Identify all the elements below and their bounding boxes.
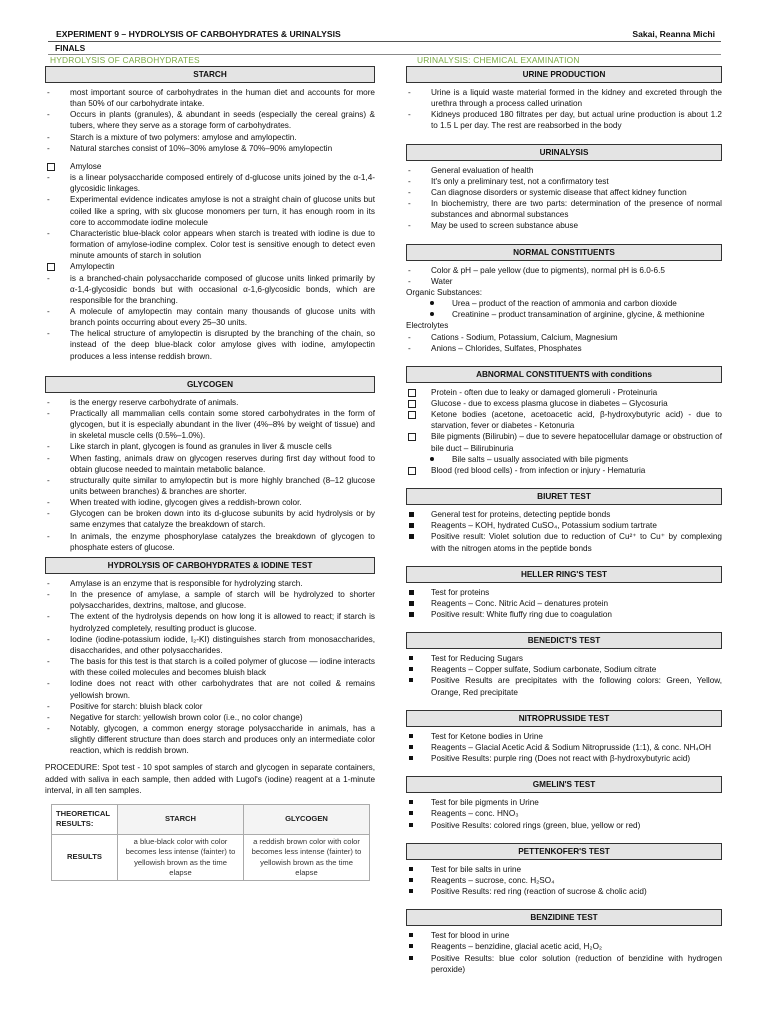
list-item: - Urine is a liquid waste material formed in the kidney and excreted through the urethra through a process called urination <box>406 87 722 109</box>
list-item: Blood (red blood cells) - from infection or injury - Hematuria <box>406 465 722 476</box>
table-header-glycogen: GLYCOGEN <box>244 804 370 834</box>
list-item: Reagents – Copper sulfate, Sodium carbonate, Sodium citrate <box>406 664 722 675</box>
list-item: - Amylase is an enzyme that is responsible for hydrolyzing starch. <box>45 578 375 589</box>
list-item: - Positive for starch: bluish black color <box>45 701 375 712</box>
starch-title: STARCH <box>45 66 375 83</box>
list-item: - General evaluation of health <box>406 165 722 176</box>
list-item: - Like starch in plant, glycogen is found as granules in liver & muscle cells <box>45 441 375 452</box>
list-item: - most important source of carbohydrates in the human diet and accounts for more than 50% of our carbohydrate intake. <box>45 87 375 109</box>
list-item: General test for proteins, detecting peptide bonds <box>406 509 722 520</box>
benedict-list <box>406 653 722 698</box>
iodine-list <box>45 578 375 757</box>
normal-constituents-title: NORMAL CONSTITUENTS <box>406 244 722 261</box>
list-item: - In animals, the enzyme phosphorylase catalyzes the breakdown of glycogen to phosphate esters of glucose. <box>45 531 375 553</box>
table-cell-glycogen: a reddish brown color with color becomes less intense (fainter) to yellowish brown as the time elapse <box>244 834 370 880</box>
list-item: - Natural starches consist of 10%–30% amylose & 70%–90% amylopectin <box>45 143 375 154</box>
list-item: - Kidneys produced 180 filtrates per day, but actual urine production is about 1.2 to 1.5 L per day. The rest are reabsorbed in the body <box>406 109 722 131</box>
nitroprusside-list <box>406 731 722 764</box>
list-item: - Iodine (iodine-potassium iodide, I₂-KI) distinguishes starch from monosaccharides, disaccharides, and other polysaccharides. <box>45 634 375 656</box>
list-item: Positive Results: red ring (reaction of sucrose & cholic acid) <box>406 886 722 897</box>
urine-production-title: URINE PRODUCTION <box>406 66 722 83</box>
pettenkofer-test-title: PETTENKOFER'S TEST <box>406 843 722 860</box>
list-item: - Iodine does not react with other carbohydrates that are not coiled & remains yellowish brown. <box>45 678 375 700</box>
finals-label: FINALS <box>55 43 86 53</box>
list-item: Test for bile salts in urine <box>406 864 722 875</box>
list-item: - Glycogen can be broken down into its d-glucose subunits by acid hydrolysis or by same enzymes that catalyze the breakdown of starch. <box>45 508 375 530</box>
author-name: Sakai, Reanna Michi <box>632 29 715 39</box>
list-item: Positive result: White fluffy ring due to coagulation <box>406 609 722 620</box>
right-column <box>406 66 722 975</box>
list-item: - May be used to screen substance abuse <box>406 220 722 231</box>
list-item: Reagents – Conc. Nitric Acid – denatures protein <box>406 598 722 609</box>
list-item: Protein - often due to leaky or damaged glomeruli - Proteinuria <box>406 387 722 398</box>
theoretical-results-table <box>51 804 370 881</box>
list-item: Test for Ketone bodies in Urine <box>406 731 722 742</box>
list-item: - Water <box>406 276 722 287</box>
list-item: Positive Results: purple ring (Does not react with β-hydroxybutyric acid) <box>406 753 722 764</box>
list-item: Test for blood in urine <box>406 930 722 941</box>
gmelin-list <box>406 797 722 830</box>
list-item: - Notably, glycogen, a common energy storage polysaccharide in animals, has a slightly different structure than does starch and produces only an intermediate color reaction, which is reddish brown. <box>45 723 375 756</box>
glycogen-title: GLYCOGEN <box>45 376 375 393</box>
list-item: Bile salts – usually associated with bile pigments <box>406 454 722 465</box>
list-item: - The basis for this test is that starch is a coiled polymer of glucose — iodine interacts with these coiled molecules and becomes bluish black <box>45 656 375 678</box>
list-item: - When fasting, animals draw on glycogen reserves during first day without food to obtain glucose needed to maintain metabolic balance. <box>45 453 375 475</box>
table-cell-starch: a blue-black color with color becomes less intense (fainter) to yellowish brown as the time elapse <box>118 834 244 880</box>
list-item: - In biochemistry, there are two parts: determination of the presence of normal substances and abnormal substances <box>406 198 722 220</box>
amylose-label: Amylose <box>45 161 375 172</box>
list-item: Creatinine – product transamination of arginine, glycine, & methionine <box>406 309 722 320</box>
starch-list <box>45 87 375 154</box>
list-item: - In the presence of amylase, a sample of starch will be hydrolyzed to shorter polysaccharides, dextrins, maltose, and glucose. <box>45 589 375 611</box>
amylose-list <box>45 161 375 362</box>
abnormal-constituents-list <box>406 387 722 476</box>
pettenkofer-list <box>406 864 722 897</box>
list-item: Glucose - due to excess plasma glucose in diabetes – Glycosuria <box>406 398 722 409</box>
procedure-text: PROCEDURE: Spot test - 10 spot samples of starch and glycogen in separate containers, added with saliva in each sample, then added with Lugol's (iodine) reagent at a 1-minute interval, in all ten samples. <box>45 763 375 795</box>
list-item: Reagents – KOH, hydrated CuSO₄, Potassium sodium tartrate <box>406 520 722 531</box>
list-item: - Anions – Chlorides, Sulfates, Phosphates <box>406 343 722 354</box>
header-bar <box>48 28 721 42</box>
benzidine-test-title: BENZIDINE TEST <box>406 909 722 926</box>
list-item: - Occurs in plants (granules), & abundant in seeds (especially the cereal grains) & tubers, where they serve as a storage form of carbohydrates. <box>45 109 375 131</box>
list-item: Reagents – conc. HNO₃ <box>406 808 722 819</box>
list-item: - A molecule of amylopectin may contain many thousands of glucose units with branch points occurring about every 25–30 units. <box>45 306 375 328</box>
list-item: Ketone bodies (acetone, acetoacetic acid, β-hydroxybutyric acid) - due to starvation, fever or diabetes - Ketonuria <box>406 409 722 431</box>
heller-test-title: HELLER RING'S TEST <box>406 566 722 583</box>
list-item: Reagents – sucrose, conc. H₂SO₄ <box>406 875 722 886</box>
normal-constituents-list <box>406 265 722 354</box>
section-heading-hydrolysis: HYDROLYSIS OF CARBOHYDRATES <box>50 55 200 65</box>
list-item: - structurally quite similar to amylopectin but is more highly branched (8–12 glucose units between branches) & branches are shorter. <box>45 475 375 497</box>
benedict-test-title: BENEDICT'S TEST <box>406 632 722 649</box>
abnormal-constituents-title: ABNORMAL CONSTITUENTS with conditions <box>406 366 722 383</box>
glycogen-list <box>45 397 375 553</box>
list-item: - Cations - Sodium, Potassium, Calcium, Magnesium <box>406 332 722 343</box>
benzidine-list <box>406 930 722 975</box>
list-item: Positive result: Violet solution due to reduction of Cu²⁺ to Cu⁺ by complexing with the nitrogen atoms in the peptide bonds <box>406 531 722 553</box>
list-item: Reagents – benzidine, glacial acetic acid, H₂O₂ <box>406 941 722 952</box>
table-header-starch: STARCH <box>118 804 244 834</box>
list-item: - is a linear polysaccharide composed entirely of d-glucose units joined by the α-1,4-glycosidic linkages. <box>45 172 375 194</box>
list-item: Electrolytes <box>406 321 449 331</box>
list-item: - Characteristic blue-black color appears when starch is treated with iodine is due to formation of amylose-iodine complex. Color test is sensitive enough to detect even minute amounts of starch in solution <box>45 228 375 261</box>
section-heading-urinalysis: URINALYSIS: CHEMICAL EXAMINATION <box>417 55 580 65</box>
list-item: Urea – product of the reaction of ammonia and carbon dioxide <box>406 298 722 309</box>
table-row-label: RESULTS <box>52 834 118 880</box>
gmelin-test-title: GMELIN'S TEST <box>406 776 722 793</box>
urinalysis-list <box>406 165 722 232</box>
list-item: Positive Results are precipitates with the following colors: Green, Yellow, Orange, Red precipitate <box>406 675 722 697</box>
list-item: - Practically all mammalian cells contain some stored carbohydrates in the form of glycogen, but it is especially abundant in the liver (4%–8% by weight of tissue) and in skeletal muscle cells (0.5%–1.0%). <box>45 408 375 441</box>
nitroprusside-test-title: NITROPRUSSIDE TEST <box>406 710 722 727</box>
amylopectin-label: Amylopectin <box>45 261 375 272</box>
list-item: - Color & pH – pale yellow (due to pigments), normal pH is 6.0-6.5 <box>406 265 722 276</box>
heller-list <box>406 587 722 620</box>
list-item: - The extent of the hydrolysis depends on how long it is allowed to react; if starch is hydrolyzed completely, resulting product is glucose. <box>45 611 375 633</box>
table-corner: THEORETICAL RESULTS: <box>52 804 118 834</box>
iodine-test-title: HYDROLYSIS OF CARBOHYDRATES & IODINE TEST <box>45 557 375 574</box>
list-item: - The helical structure of amylopectin is disrupted by the branching of the chain, so instead of the deep blue-black color amylose gives with iodine, amylopectin produces a less intense reddish brown. <box>45 328 375 361</box>
list-item: - is the energy reserve carbohydrate of animals. <box>45 397 375 408</box>
list-item: - Experimental evidence indicates amylose is not a straight chain of glucose units but coiled like a spring, with six glucose monomers per turn, it has enough room in its core to accommodate iodine molecule <box>45 194 375 227</box>
urine-production-list <box>406 87 722 132</box>
list-item: Test for proteins <box>406 587 722 598</box>
list-item: Organic Substances: <box>406 287 483 297</box>
list-item: Positive Results: blue color solution (reduction of benzidine with hydrogen peroxide) <box>406 953 722 975</box>
list-item: - is a branched-chain polysaccharide composed of glucose units linked primarily by α-1,4-glycosidic bonds but with occasional α-1,6-glycosidic bonds, which are responsible for the branching. <box>45 273 375 306</box>
list-item: - It's only a preliminary test, not a confirmatory test <box>406 176 722 187</box>
list-item: Bile pigments (Bilirubin) – due to severe hepatocellular damage or obstruction of bile duct – Bilirubinuria <box>406 431 722 453</box>
list-item: - Can diagnose disorders or systemic disease that affect kidney function <box>406 187 722 198</box>
urinalysis-title: URINALYSIS <box>406 144 722 161</box>
biuret-test-title: BIURET TEST <box>406 488 722 505</box>
list-item: Test for bile pigments in Urine <box>406 797 722 808</box>
list-item: - Starch is a mixture of two polymers: amylose and amylopectin. <box>45 132 375 143</box>
list-item: Positive Results: colored rings (green, blue, yellow or red) <box>406 820 722 831</box>
biuret-list <box>406 509 722 554</box>
list-item: - When treated with iodine, glycogen gives a reddish-brown color. <box>45 497 375 508</box>
left-column <box>45 66 375 881</box>
document-title: EXPERIMENT 9 – HYDROLYSIS OF CARBOHYDRATES & URINALYSIS <box>56 29 341 39</box>
list-item: Reagents – Glacial Acetic Acid & Sodium Nitroprusside (1:1), & conc. NH₄OH <box>406 742 722 753</box>
list-item: Test for Reducing Sugars <box>406 653 722 664</box>
list-item: - Negative for starch: yellowish brown color (i.e., no color change) <box>45 712 375 723</box>
